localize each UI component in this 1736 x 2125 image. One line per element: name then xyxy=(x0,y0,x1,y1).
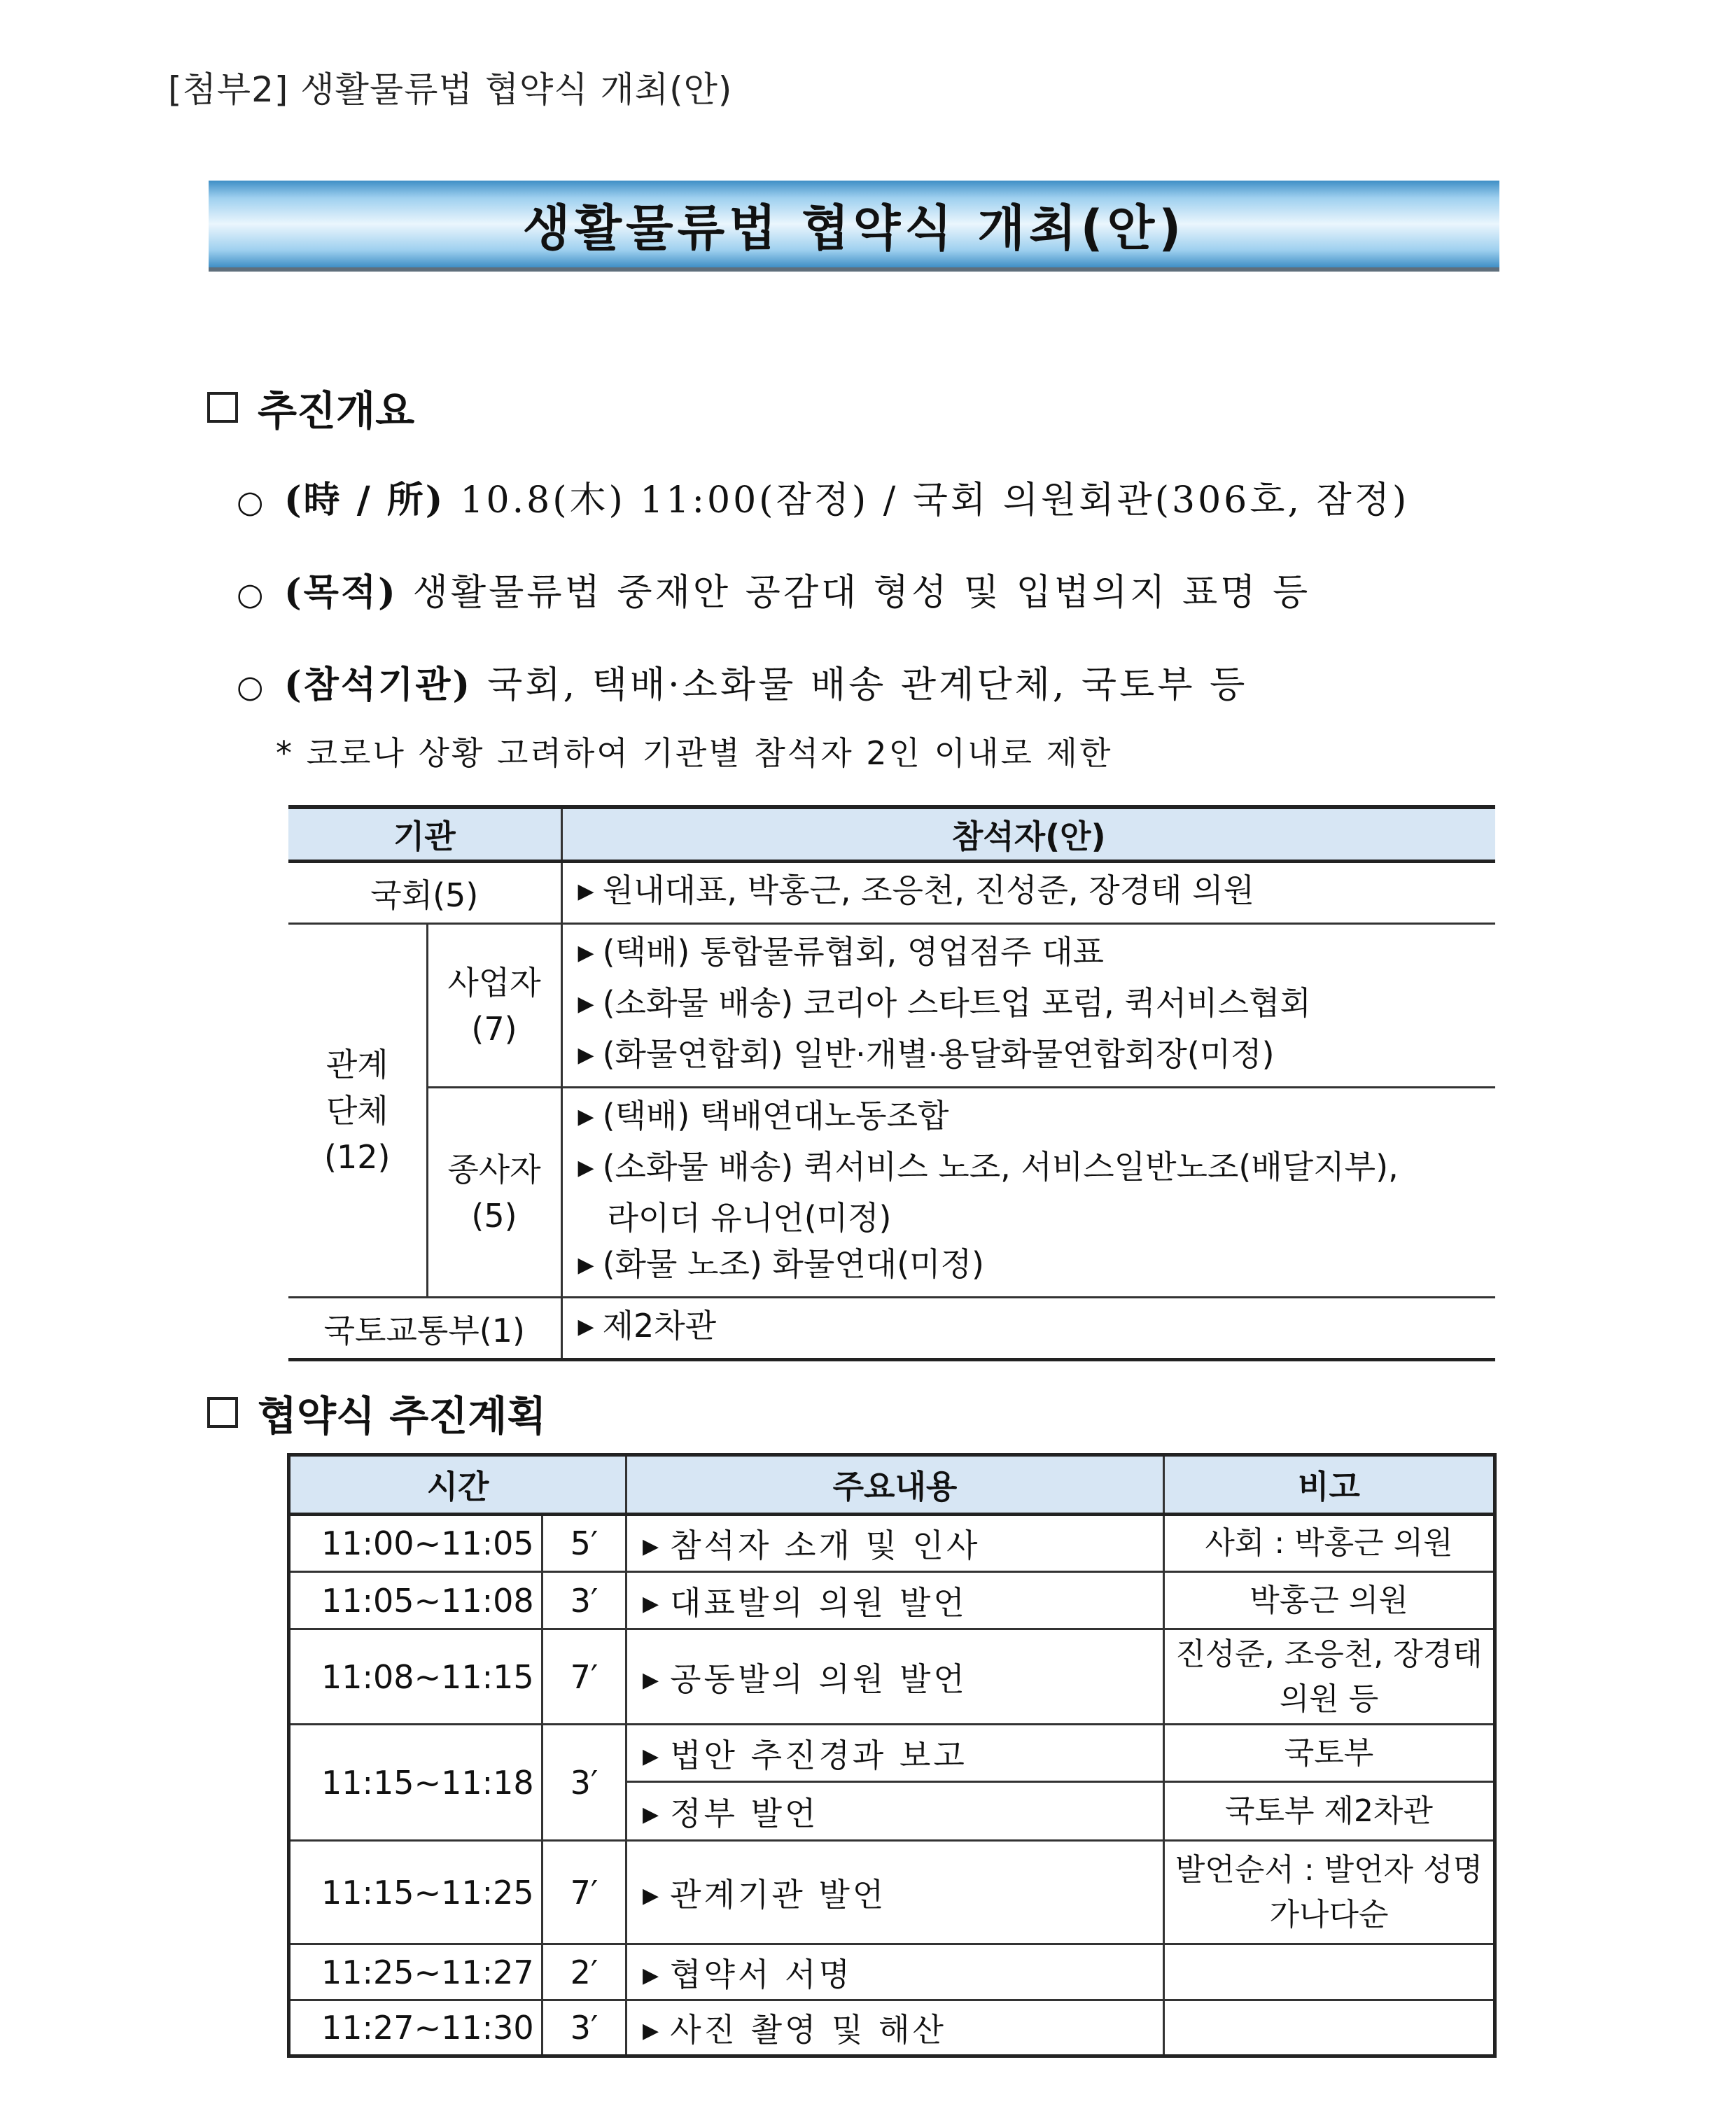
table-header: 비고 xyxy=(1164,1455,1495,1515)
time-cell: 11:08~11:15 xyxy=(289,1629,542,1725)
circle-bullet-icon: ○ xyxy=(237,669,264,705)
content-cell xyxy=(626,1515,1164,1572)
triangle-bullet-icon: ▶ xyxy=(578,879,594,904)
remark-cell xyxy=(1164,2000,1495,2056)
table-row xyxy=(288,1088,1495,1298)
org-cell: 사업자 (7) xyxy=(427,924,561,1088)
duration-cell: 2′ xyxy=(542,1944,626,2000)
attendee-line xyxy=(578,929,1496,980)
triangle-bullet-icon: ▶ xyxy=(578,1314,594,1339)
time-cell: 11:05~11:08 xyxy=(289,1572,542,1629)
circle-bullet-icon: ○ xyxy=(237,577,264,612)
duration-cell: 5′ xyxy=(542,1515,626,1572)
table-row xyxy=(289,2000,1495,2056)
triangle-bullet-icon: ▶ xyxy=(578,992,594,1016)
bullet-purpose xyxy=(237,563,1310,615)
attendee-line xyxy=(578,980,1496,1031)
table-row xyxy=(288,862,1495,924)
attendee-item: 라이더 유니언(미정) xyxy=(607,1199,892,1237)
content-cell xyxy=(626,1782,1164,1841)
triangle-bullet-icon: ▶ xyxy=(643,1802,662,1827)
bullet-label: (목적) xyxy=(284,571,398,614)
triangle-bullet-icon: ▶ xyxy=(578,941,594,965)
table-row xyxy=(289,1572,1495,1629)
time-cell: 11:15~11:25 xyxy=(289,1841,542,1944)
attendee-line xyxy=(578,1093,1496,1144)
content-text: 협약서 서명 xyxy=(670,1955,853,1993)
content-text: 사진 촬영 및 해산 xyxy=(670,2011,946,2049)
remark-cell: 국토부 제2차관 xyxy=(1164,1782,1495,1841)
org-cell: 국토교통부(1) xyxy=(288,1298,561,1360)
content-cell xyxy=(626,2000,1164,2056)
attendee-item: (화물 노조) 화물연대(미정) xyxy=(602,1245,984,1283)
remark-cell: 박홍근 의원 xyxy=(1164,1572,1495,1629)
attendee-line xyxy=(578,1031,1496,1082)
table-row xyxy=(288,1298,1495,1360)
content-cell xyxy=(626,1629,1164,1725)
table-header: 기관 xyxy=(288,807,561,862)
attachment-label: [첨부2] 생활물류법 협약식 개최(안) xyxy=(168,69,733,110)
schedule-table xyxy=(287,1453,1497,2058)
page-title: 생활물류법 협약식 개최(안) xyxy=(522,199,1186,257)
triangle-bullet-icon: ▶ xyxy=(643,1883,662,1908)
content-cell xyxy=(626,1841,1164,1944)
attendee-cell xyxy=(561,1088,1495,1298)
remark-cell: 사회 : 박홍근 의원 xyxy=(1164,1515,1495,1572)
attendee-line xyxy=(578,1241,1496,1292)
triangle-bullet-icon: ▶ xyxy=(643,1534,662,1559)
bullet-label: (참석기관) xyxy=(284,664,472,706)
attendee-line xyxy=(578,1144,1496,1195)
attendee-item: 원내대표, 박홍근, 조응천, 진성준, 장경태 의원 xyxy=(602,871,1255,909)
content-text: 관계기관 발언 xyxy=(670,1875,887,1914)
org-cell: 국회(5) xyxy=(288,862,561,924)
triangle-bullet-icon: ▶ xyxy=(578,1156,594,1180)
content-text: 법안 추진경과 보고 xyxy=(670,1736,967,1774)
attendee-cell xyxy=(561,1298,1495,1360)
content-cell xyxy=(626,1944,1164,2000)
triangle-bullet-icon: ▶ xyxy=(643,1744,662,1769)
table-row xyxy=(288,924,1495,1088)
bullet-label: (時 / 所) xyxy=(284,479,445,521)
triangle-bullet-icon: ▶ xyxy=(643,1963,662,1988)
table-row xyxy=(289,1725,1495,1782)
remark-cell xyxy=(1164,1944,1495,2000)
remark-cell: 발언순서 : 발언자 성명 가나다순 xyxy=(1164,1841,1495,1944)
remark-cell: 진성준, 조응천, 장경태 의원 등 xyxy=(1164,1629,1495,1725)
duration-cell: 3′ xyxy=(542,2000,626,2056)
content-text: 정부 발언 xyxy=(670,1794,819,1832)
table-row xyxy=(289,1841,1495,1944)
content-cell xyxy=(626,1572,1164,1629)
duration-cell: 7′ xyxy=(542,1841,626,1944)
time-cell: 11:25~11:27 xyxy=(289,1944,542,2000)
bullet-time-place xyxy=(237,470,1409,523)
table-row xyxy=(289,1629,1495,1725)
table-row xyxy=(289,1944,1495,2000)
checkbox-icon xyxy=(207,1397,238,1428)
bullet-text: 생활물류법 중재안 공감대 형성 및 입법의지 표명 등 xyxy=(412,572,1311,614)
attendee-cell xyxy=(561,924,1495,1088)
content-text: 대표발의 의원 발언 xyxy=(670,1583,967,1622)
attendee-item: (화물연합회) 일반·개별·용달화물연합회장(미정) xyxy=(602,1035,1275,1073)
attendee-item: (소화물 배송) 퀵서비스 노조, 서비스일반노조(배달지부), xyxy=(602,1148,1399,1186)
section-heading-plan xyxy=(207,1383,546,1442)
triangle-bullet-icon: ▶ xyxy=(643,2019,662,2043)
duration-cell: 3′ xyxy=(542,1572,626,1629)
content-text: 참석자 소개 및 인사 xyxy=(670,1527,981,1564)
triangle-bullet-icon: ▶ xyxy=(643,1667,662,1692)
table-header: 시간 xyxy=(289,1455,626,1515)
org-cell: 종사자 (5) xyxy=(427,1088,561,1298)
content-cell xyxy=(626,1725,1164,1782)
remark-cell: 국토부 xyxy=(1164,1725,1495,1782)
duration-cell: 3′ xyxy=(542,1725,626,1841)
attendee-item: 제2차관 xyxy=(602,1307,717,1345)
bullet-attending-orgs xyxy=(237,655,1247,708)
triangle-bullet-icon: ▶ xyxy=(578,1104,594,1129)
title-banner xyxy=(209,181,1499,267)
duration-cell: 7′ xyxy=(542,1629,626,1725)
table-header: 주요내용 xyxy=(626,1455,1164,1515)
attendee-item: (택배) 통합물류협회, 영업점주 대표 xyxy=(602,933,1105,971)
section-heading-text: 추진개요 xyxy=(258,387,415,435)
content-text: 공동발의 의원 발언 xyxy=(670,1660,967,1698)
attendees-table xyxy=(288,805,1495,1361)
time-cell: 11:27~11:30 xyxy=(289,2000,542,2056)
circle-bullet-icon: ○ xyxy=(237,484,264,520)
time-cell: 11:00~11:05 xyxy=(289,1515,542,1572)
attendee-item: (소화물 배송) 코리아 스타트업 포럼, 퀵서비스협회 xyxy=(602,984,1311,1022)
time-cell: 11:15~11:18 xyxy=(289,1725,542,1841)
attendee-line xyxy=(578,1195,1496,1241)
table-row xyxy=(289,1515,1495,1572)
table-header: 참석자(안) xyxy=(561,807,1495,862)
triangle-bullet-icon: ▶ xyxy=(578,1043,594,1067)
section-heading-text: 협약식 추진계획 xyxy=(258,1392,547,1440)
attendee-item: (택배) 택배연대노동조합 xyxy=(602,1097,949,1135)
bullet-text: 국회, 택배·소화물 배송 관계단체, 국토부 등 xyxy=(487,664,1248,706)
org-group-cell: 관계 단체 (12) xyxy=(288,924,427,1298)
attendance-note: * 코로나 상황 고려하여 기관별 참석자 2인 이내로 제한 xyxy=(276,734,1113,772)
bullet-text: 10.8(木) 11:00(잠정) / 국회 의원회관(306호, 잠정) xyxy=(460,479,1410,521)
triangle-bullet-icon: ▶ xyxy=(643,1591,662,1616)
triangle-bullet-icon: ▶ xyxy=(578,1253,594,1277)
section-heading-overview xyxy=(207,378,414,437)
checkbox-icon xyxy=(207,392,238,423)
attendee-cell xyxy=(561,862,1495,924)
